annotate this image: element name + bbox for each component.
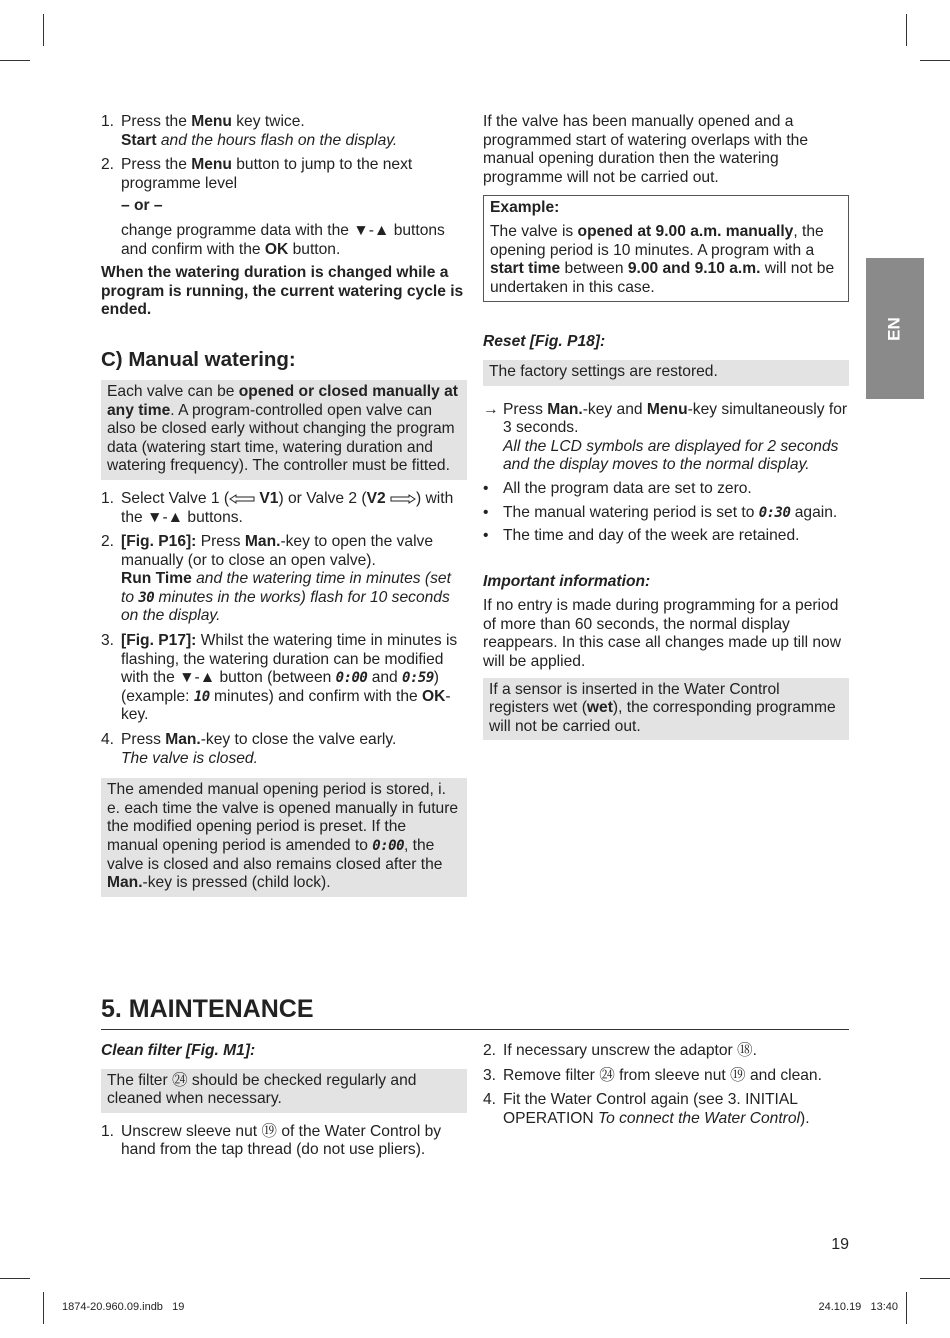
right-column [483, 113, 849, 740]
crop-mark [906, 1292, 907, 1324]
text: minutes in the works) flash for 10 seconds on the display. [121, 588, 450, 625]
maintenance-right [483, 1042, 849, 1134]
text: . A program-controlled open valve can also be closed early without changing the program data (watering start time, watering duration and watering frequency). The controller must be fitted. [107, 401, 455, 475]
list-item [483, 1091, 849, 1128]
text: , the opening period is 10 minutes. A program with a [490, 222, 824, 259]
list-item [101, 731, 467, 768]
display-word: Run Time [121, 570, 192, 588]
reset-title: Reset [Fig. P18]: [483, 333, 606, 351]
item-number: 1. [101, 1122, 115, 1140]
text: change programme data with the ▼-▲ buttons and confirm with the [121, 221, 445, 258]
lcd-value: 30 [138, 589, 155, 606]
item-number: 3. [483, 1066, 497, 1084]
text: The valve is [490, 222, 578, 240]
list-item [483, 480, 849, 499]
clean-filter-title: Clean filter [Fig. M1]: [101, 1042, 256, 1059]
language-tab [866, 258, 924, 399]
text: -key is pressed (child lock). [142, 874, 331, 892]
text: The amended manual opening period is stored, i. e. each time the valve is opened manually in future the modified opening period is preset. If the manual opening period is amended to [107, 781, 459, 854]
text: Fit the Water Control again (see 3. INITIAL OPERATION [503, 1091, 798, 1127]
text: The filter ㉔ should be checked regularly and cleaned when necessary. [107, 1071, 417, 1108]
text: minutes) and confirm with the [209, 687, 423, 705]
warning-note: When the watering duration is changed while a program is running, the current watering cycle is ended. [101, 264, 464, 319]
text: wet [586, 699, 613, 717]
left-column [101, 113, 467, 897]
text: , the valve is closed and also remains closed after the [107, 837, 443, 873]
list-item [483, 401, 849, 475]
section-title: C) Manual watering: [101, 347, 296, 371]
text: button. [288, 240, 341, 258]
figure-ref: [Fig. P17]: [121, 632, 197, 650]
lcd-value: 0:00 [335, 670, 368, 687]
bullet-icon: • [483, 479, 489, 497]
text: The factory settings are restored. [489, 362, 718, 380]
text: start time [490, 260, 561, 278]
text: ) with the ▼-▲ buttons. [121, 489, 454, 526]
lcd-value: 0:00 [372, 838, 404, 854]
text: The valve is closed. [121, 749, 258, 767]
footer-file: 1874-20.960.09.indb 19 [62, 1301, 185, 1313]
valve-label: V1 [259, 489, 279, 507]
text: If a sensor is inserted in the Water Control registers wet ( [489, 680, 780, 717]
list-item [101, 113, 467, 150]
text: opened at 9.00 a.m. manually [577, 222, 794, 240]
item-number: 4. [483, 1091, 497, 1109]
text: If necessary unscrew the adaptor ⑱. [503, 1042, 757, 1059]
maintenance-heading-block [101, 994, 849, 1024]
text: ). [800, 1109, 810, 1127]
text: -key simultaneously for 3 seconds. [503, 400, 848, 437]
key-name: OK [422, 687, 446, 705]
text: ), the corresponding programme will not be carried out. [489, 699, 836, 735]
crop-mark [0, 1278, 30, 1279]
text: -key. [121, 687, 451, 724]
text: Remove filter ㉔ from sleeve nut ⑲ and clean. [503, 1066, 822, 1084]
lcd-value: 10 [193, 688, 210, 705]
text: opened or closed manually at any time [107, 382, 458, 419]
text: Press [196, 533, 245, 551]
list-item [101, 1123, 467, 1160]
text: Press the [121, 156, 192, 174]
text: Press [121, 731, 166, 749]
text: 9.00 and 9.10 a.m. [627, 260, 761, 278]
text: between [560, 260, 628, 278]
figure-ref: [Fig. P16]: [121, 533, 197, 551]
lcd-value: 0:30 [758, 504, 791, 521]
text: -key to close the valve early. [200, 731, 397, 749]
item-number: 1. [101, 489, 115, 507]
lcd-value: 0:59 [402, 670, 434, 687]
crop-mark [43, 14, 44, 46]
text: and the hours flash on the display. [156, 131, 398, 149]
intro-text: If the valve has been manually opened and a programmed start of watering overlaps with the manual opening duration then the watering programme will not be carried out. [483, 113, 809, 186]
item-number: 3. [101, 632, 115, 650]
info-box [101, 380, 467, 480]
key-name: Man. [165, 731, 201, 749]
valve-label: V2 [366, 489, 386, 507]
item-number: 2. [101, 533, 115, 551]
key-name: OK [264, 240, 289, 258]
list-item [483, 1042, 849, 1061]
text: To connect the Water Control [598, 1109, 800, 1127]
text: Whilst the watering time in minutes is flashing, the watering duration can be modified with the ▼-▲ button (between [121, 632, 458, 687]
text: Each valve can be [107, 382, 239, 400]
bullet-icon: • [483, 527, 489, 545]
maintenance-left [101, 1042, 467, 1166]
text: -key and [582, 400, 647, 418]
or-separator: – or – [121, 197, 163, 215]
list-item [483, 504, 849, 523]
list-item [101, 490, 467, 527]
text: The time and day of the week are retained. [503, 527, 800, 545]
bullet-icon: • [483, 503, 489, 521]
crop-mark [920, 60, 950, 61]
key-name: Menu [646, 400, 688, 418]
text: key twice. [231, 113, 305, 130]
arrow-left-icon [229, 490, 255, 507]
text: and the watering time in minutes (set to [121, 570, 451, 606]
example-title: Example: [490, 199, 560, 217]
divider [101, 1029, 849, 1030]
text: ) or Valve 2 ( [278, 489, 367, 507]
footer-date: 24.10.19 13:40 [818, 1301, 898, 1313]
example-box [483, 195, 849, 302]
text: Press [503, 400, 548, 418]
text: again. [790, 503, 838, 521]
key-name: Man. [547, 400, 583, 418]
key-name: Menu [191, 113, 232, 130]
text: -key to open the valve manually (or to close an open valve). [121, 533, 434, 569]
display-word: Start [121, 131, 157, 149]
list-item [101, 156, 467, 193]
list-item [101, 632, 467, 725]
text: and [367, 669, 403, 687]
text: The manual watering period is set to [503, 503, 759, 521]
text: will not be undertaken in this case. [490, 260, 835, 296]
list-item [483, 1067, 849, 1086]
info-box [483, 360, 849, 386]
language-tab-label: EN [884, 316, 904, 341]
arrow-right-icon [390, 490, 416, 507]
crop-mark [906, 14, 907, 46]
page-number: 19 [831, 1236, 849, 1253]
text: ) (example: [121, 669, 439, 705]
list-item [483, 527, 849, 546]
item-number: 2. [101, 156, 115, 174]
item-number: 2. [483, 1042, 497, 1059]
section-title: 5. MAINTENANCE [101, 995, 314, 1023]
info-box [101, 1069, 467, 1113]
key-name: Man. [107, 874, 143, 892]
item-number: 1. [101, 113, 115, 130]
info-box [483, 678, 849, 741]
crop-mark [0, 60, 30, 61]
key-name: Menu [191, 156, 232, 174]
change-instruction [101, 222, 467, 259]
text: All the program data are set to zero. [503, 479, 752, 497]
crop-mark [43, 1292, 44, 1324]
list-item [101, 533, 467, 626]
text: Select Valve 1 ( [121, 489, 230, 507]
crop-mark [920, 1278, 950, 1279]
example-text [490, 223, 842, 297]
text: Unscrew sleeve nut ⑲ of the Water Control by hand from the tap thread (do not use pliers). [121, 1122, 442, 1159]
info-box [101, 778, 467, 897]
text: Press the [121, 113, 192, 130]
text: All the LCD symbols are displayed for 2 seconds and the display moves to the normal display. [503, 437, 839, 474]
important-title: Important information: [483, 572, 651, 590]
arrow-right-icon: → [483, 400, 499, 418]
key-name: Man. [244, 533, 281, 551]
text: button to jump to the next programme level [121, 156, 413, 192]
item-number: 4. [101, 731, 115, 749]
important-text: If no entry is made during programming for a period of more than 60 seconds, the normal display reappears. In this case all changes made up till now will be applied. [483, 597, 841, 671]
